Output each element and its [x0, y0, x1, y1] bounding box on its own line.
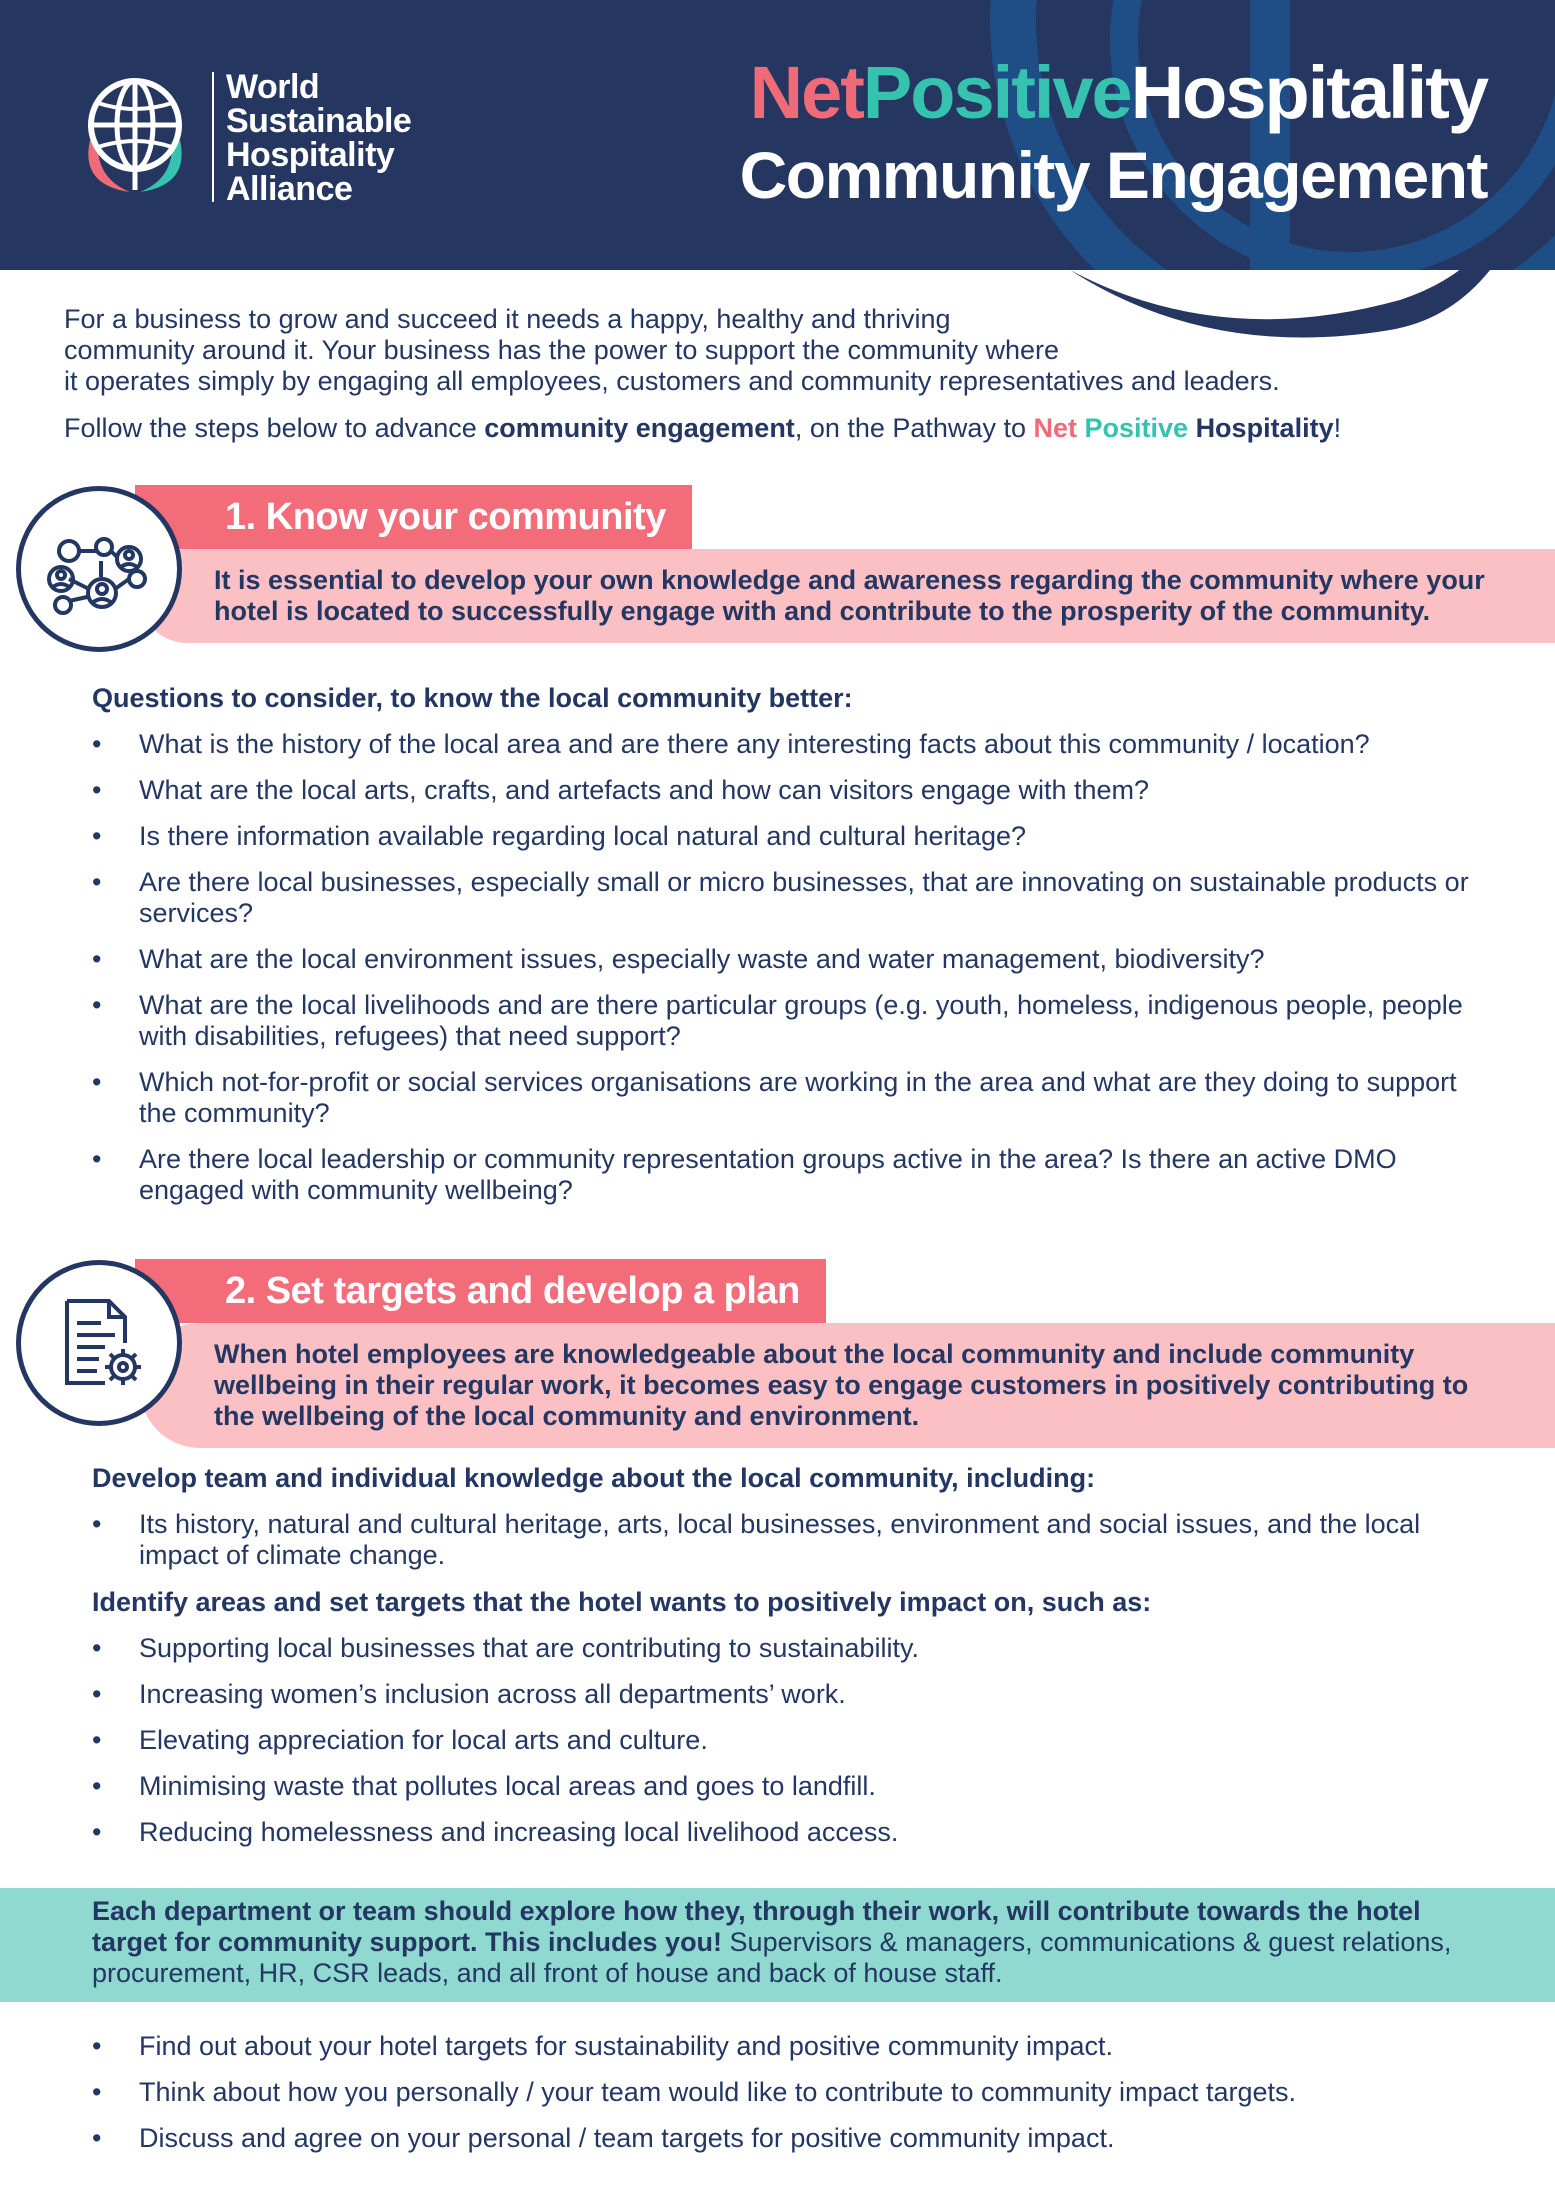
- follow-prefix: Follow the steps below to advance: [64, 413, 485, 443]
- section2-heading: 2. Set targets and develop a plan: [135, 1259, 826, 1323]
- section2-targets-list: [92, 1633, 1492, 1863]
- follow-mid: , on the Pathway to: [794, 413, 1034, 443]
- list-item: • Its history, natural and cultural heritage, arts, local businesses, environment and social issues, and the local impact of climate change.: [92, 1509, 1492, 1571]
- list-item: • What are the local arts, crafts, and artefacts and how can visitors engage with them?: [92, 775, 1492, 806]
- page-title: [750, 50, 1487, 136]
- section2-icon-circle: [16, 1260, 182, 1426]
- section2-knowledge-list: [92, 1509, 1492, 1586]
- intro-line: For a business to grow and succeed it needs a happy, healthy and thriving: [64, 304, 951, 334]
- globe-hands-logo-icon: [70, 70, 200, 200]
- list-item: • Increasing women’s inclusion across all departments’ work.: [92, 1679, 1492, 1710]
- list-item: • Are there local businesses, especially small or micro businesses, that are innovating on sustainable products or services?: [92, 867, 1492, 929]
- section1-icon-circle: [16, 486, 182, 652]
- follow-positive: Positive: [1084, 413, 1189, 443]
- header-banner: [0, 0, 1555, 270]
- list-item: • Elevating appreciation for local arts and culture.: [92, 1725, 1492, 1756]
- section2-band: When hotel employees are knowledgeable about the local community and include community wellbeing in their regular work, it becomes easy to engage customers in positively contributing to the wellbeing of the local community and environment.: [140, 1323, 1555, 1448]
- org-name-line: World: [226, 68, 320, 106]
- follow-net: Net: [1033, 413, 1077, 443]
- section1-questions-list: [92, 729, 1492, 1221]
- section1-heading: 1. Know your community: [135, 485, 692, 549]
- community-network-icon: [39, 509, 159, 629]
- document-gear-icon: [39, 1283, 159, 1403]
- list-item: • Is there information available regarding local natural and cultural heritage?: [92, 821, 1492, 852]
- title-positive: Positive: [862, 51, 1131, 134]
- follow-bold: community engagement: [484, 413, 795, 443]
- section2-targets-heading: Identify areas and set targets that the hotel wants to positively impact on, such as:: [92, 1587, 1152, 1617]
- list-item: • What are the local livelihoods and are there particular groups (e.g. youth, homeless, indigenous people, people with disabilities, refugees) that need support?: [92, 990, 1492, 1052]
- section1-questions-heading: Questions to consider, to know the local community better:: [92, 683, 853, 713]
- intro-follow-line: [64, 413, 1514, 444]
- follow-end: !: [1333, 413, 1342, 443]
- org-name-line: Sustainable: [226, 102, 412, 140]
- intro-paragraph: [64, 304, 1444, 397]
- list-item: • Find out about your hotel targets for sustainability and positive community impact.: [92, 2031, 1492, 2062]
- list-item: • Supporting local businesses that are contributing to sustainability.: [92, 1633, 1492, 1664]
- list-item: • Are there local leadership or community representation groups active in the area? Is there an active DMO engaged with community wellbeing?: [92, 1144, 1492, 1206]
- list-item: • Discuss and agree on your personal / team targets for positive community impact.: [92, 2123, 1492, 2154]
- title-net: Net: [749, 51, 863, 134]
- list-item: • What are the local environment issues, especially waste and water management, biodiversity?: [92, 944, 1492, 975]
- org-name-line: Alliance: [226, 170, 353, 208]
- intro-line: it operates simply by engaging all employees, customers and community representatives and leaders.: [64, 366, 1280, 396]
- follow-hospitality: Hospitality: [1195, 413, 1334, 443]
- intro-line: community around it. Your business has the power to support the community where: [64, 335, 1060, 365]
- logo-separator: [212, 72, 214, 202]
- actions-list: [92, 2031, 1492, 2169]
- section1-band: It is essential to develop your own knowledge and awareness regarding the community where your hotel is located to successfully engage with and contribute to the prosperity of the community.: [140, 549, 1555, 643]
- section2-knowledge-heading: Develop team and individual knowledge about the local community, including:: [92, 1463, 1096, 1493]
- team-callout: [0, 1888, 1555, 2002]
- list-item: • What is the history of the local area and are there any interesting facts about this community / location?: [92, 729, 1492, 760]
- org-name: [226, 70, 411, 206]
- list-item: • Think about how you personally / your team would like to contribute to community impact targets.: [92, 2077, 1492, 2108]
- title-hospitality: Hospitality: [1130, 51, 1487, 134]
- list-item: • Minimising waste that pollutes local areas and goes to landfill.: [92, 1771, 1492, 1802]
- page-subtitle: Community Engagement: [739, 138, 1487, 212]
- list-item: • Reducing homelessness and increasing local livelihood access.: [92, 1817, 1492, 1848]
- org-name-line: Hospitality: [226, 136, 395, 174]
- list-item: • Which not-for-profit or social services organisations are working in the area and what are they doing to support the community?: [92, 1067, 1492, 1129]
- callout-text: Supervisors & managers, communications & guest relations, procurement, HR, CSR leads, and all front of house and back of house staff.: [92, 1927, 1452, 1988]
- callout-bold: Each department or team should explore how they, through their work, will contribute towards the hotel target for community support. This includes you!: [92, 1896, 1421, 1957]
